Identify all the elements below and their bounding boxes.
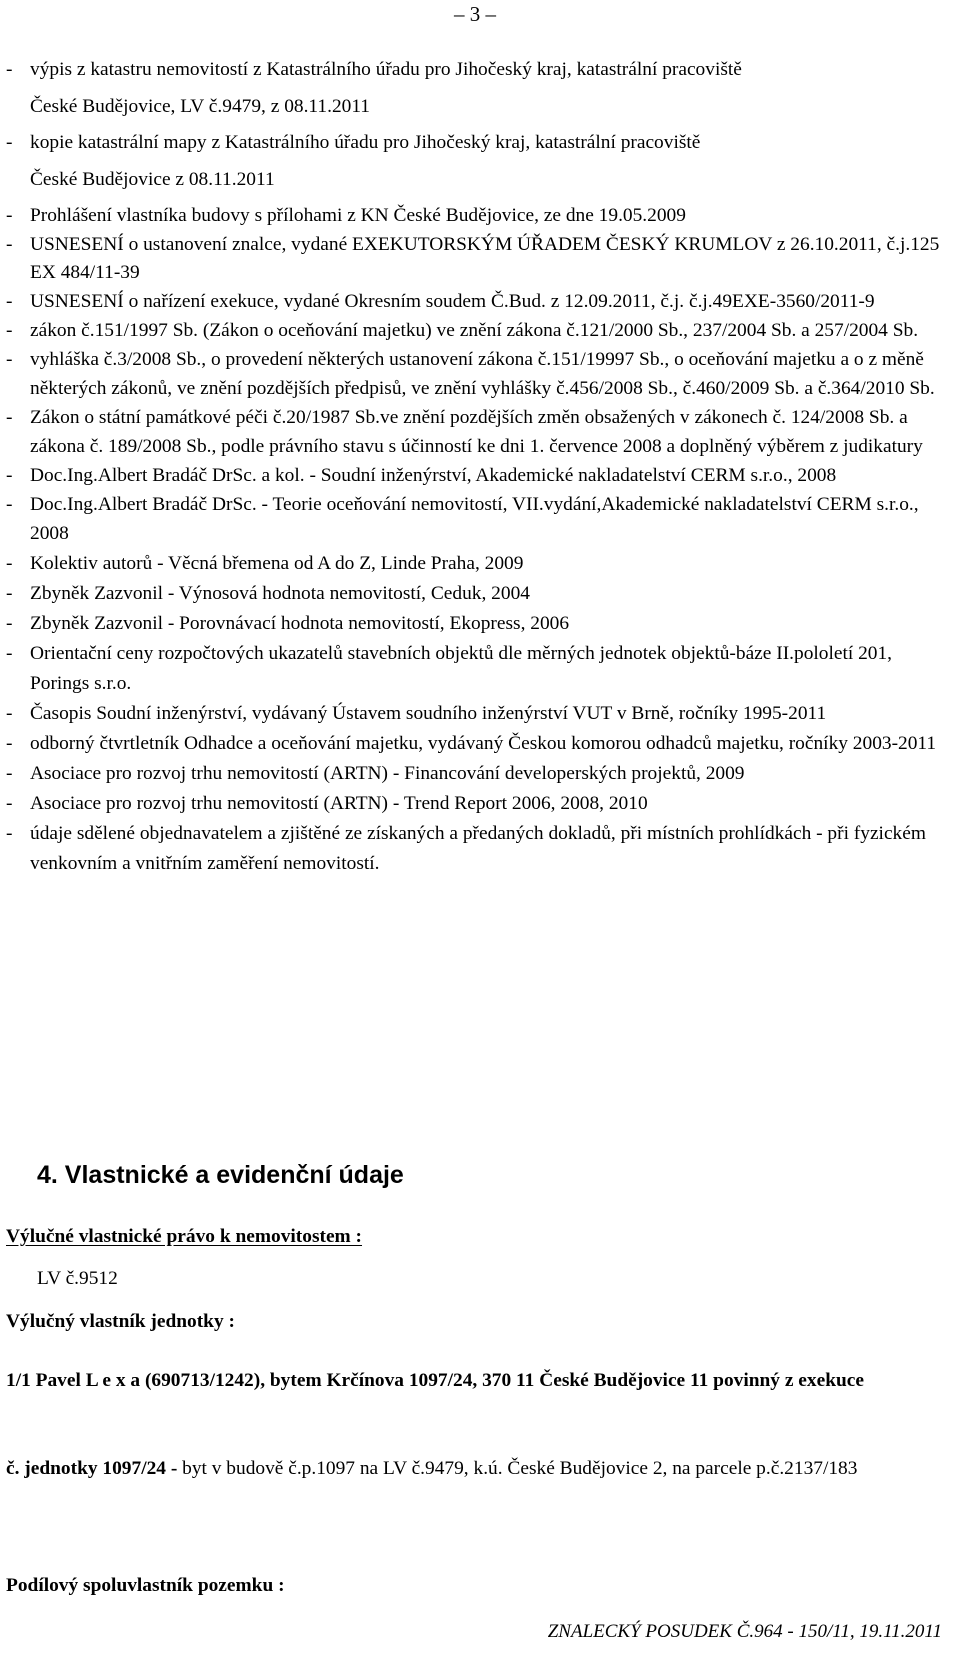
source-text: Prohlášení vlastníka budovy s přílohami z KN České Budějovice, ze dne 19.05.2009 [30, 204, 686, 226]
source-item [6, 759, 950, 789]
source-text: Zbyněk Zazvonil - Výnosová hodnota nemovitostí, Ceduk, 2004 [30, 582, 530, 604]
list-dash: - [6, 131, 13, 153]
list-dash: - [6, 642, 13, 664]
source-text: Zákon o státní památkové péči č.20/1987 Sb.ve znění pozdějších změn obsažených v zákonech č. 124/2008 Sb. a zákona č. 189/2008 Sb., podle právního stavu s účinností ke dni 1. července 2008 a doplněný výběrem z judikatury [30, 406, 923, 457]
lv-number: LV č.9512 [37, 1268, 118, 1289]
list-dash: - [6, 702, 13, 724]
source-text: USNESENÍ o ustanovení znalce, vydané EXEKUTORSKÝM ÚŘADEM ČESKÝ KRUMLOV z 26.10.2011, č.j.125 EX 484/11-39 [30, 233, 940, 284]
source-item [6, 491, 950, 549]
list-dash: - [6, 320, 13, 342]
section-heading: 4. Vlastnické a evidenční údaje [37, 1161, 404, 1189]
source-item [6, 404, 950, 462]
source-text-continued: České Budějovice, LV č.9479, z 08.11.2011 [30, 95, 371, 117]
source-item [6, 789, 950, 819]
owner-line: 1/1 Pavel L e x a (690713/1242), bytem Krčínova 1097/24, 370 11 České Budějovice 11 povinný z exekuce [6, 1370, 864, 1391]
source-text: Orientační ceny rozpočtových ukazatelů stavebních objektů dle měrných jednotek objektů-báze II.pololetí 201, Porings s.r.o. [30, 642, 893, 694]
sources-list [6, 56, 950, 879]
list-dash: - [6, 552, 13, 574]
source-item [6, 288, 950, 317]
unit-label: č. jednotky 1097/24 - [6, 1458, 178, 1479]
source-text: Asociace pro rozvoj trhu nemovitostí (ARTN) - Financování developerských projektů, 2009 [30, 762, 745, 784]
source-text: Doc.Ing.Albert Bradáč DrSc. a kol. - Soudní inženýrství, Akademické nakladatelství CERM s.r.o., 2008 [30, 464, 837, 486]
source-item [6, 579, 950, 609]
source-item [6, 462, 950, 491]
unit-description [6, 1453, 950, 1484]
unit-text: byt v budově č.p.1097 na LV č.9479, k.ú. České Budějovice 2, na parcele p.č.2137/183 [177, 1458, 858, 1479]
list-dash: - [6, 493, 13, 515]
source-item [6, 202, 950, 231]
coowner-label: Podílový spoluvlastník pozemku : [6, 1575, 285, 1596]
page-footer: ZNALECKÝ POSUDEK Č.964 - 150/11, 19.11.2011 [547, 1621, 942, 1642]
source-text: výpis z katastru nemovitostí z Katastrálního úřadu pro Jihočeský kraj, katastrální pracoviště [30, 59, 742, 80]
source-item [6, 639, 950, 699]
list-dash: - [6, 59, 13, 80]
source-item [6, 346, 950, 404]
source-text: údaje sdělené objednavatelem a zjištěné ze získaných a předaných dokladů, při místních prohlídkách - při fyzickém venkovním a vnitřním zaměření nemovitostí. [30, 822, 926, 874]
list-dash: - [6, 406, 13, 428]
list-dash: - [6, 349, 13, 371]
list-dash: - [6, 204, 13, 226]
list-dash: - [6, 612, 13, 634]
source-text: odborný čtvrtletník Odhadce a oceňování majetku, vydávaný Českou komorou odhadců majetku, ročníky 2003-2011 [30, 732, 937, 754]
exclusive-owner-label: Výlučný vlastník jednotky : [6, 1311, 235, 1332]
list-dash: - [6, 732, 13, 754]
source-item [6, 231, 950, 289]
page-number: – 3 – [454, 2, 496, 26]
list-dash: - [6, 822, 13, 844]
list-dash: - [6, 762, 13, 784]
source-text: Kolektiv autorů - Věcná břemena od A do Z, Linde Praha, 2009 [30, 552, 524, 574]
source-item [6, 549, 950, 579]
source-item [6, 729, 950, 759]
list-dash: - [6, 582, 13, 604]
source-item [6, 56, 950, 122]
source-text: Doc.Ing.Albert Bradáč DrSc. - Teorie oceňování nemovitostí, VII.vydání,Akademické nakladatelství CERM s.r.o., 2008 [30, 493, 919, 544]
exclusive-right-label: Výlučné vlastnické právo k nemovitostem : [6, 1226, 363, 1247]
list-dash: - [6, 233, 13, 255]
source-item [6, 609, 950, 639]
source-text: USNESENÍ o nařízení exekuce, vydané Okresním soudem Č.Bud. z 12.09.2011, č.j. č.j.49EXE-3560/2011-9 [30, 291, 875, 313]
list-dash: - [6, 792, 13, 814]
list-dash: - [6, 291, 13, 313]
source-text: zákon č.151/1997 Sb. (Zákon o oceňování majetku) ve znění zákona č.121/2000 Sb., 237/2004 Sb. a 257/2004 Sb. [30, 320, 919, 342]
source-text: vyhláška č.3/2008 Sb., o provedení některých ustanovení zákona č.151/19997 Sb., o oceňování majetku a o z měně některých zákonů, ve znění pozdějších předpisů, ve znění vyhlášky č.456/2008 Sb., č.460/2009 Sb. a č.364/2010 Sb. [30, 349, 935, 400]
source-text: kopie katastrální mapy z Katastrálního úřadu pro Jihočeský kraj, katastrální pracoviště [30, 131, 701, 153]
source-item [6, 699, 950, 729]
source-text: Zbyněk Zazvonil - Porovnávací hodnota nemovitostí, Ekopress, 2006 [30, 612, 570, 634]
source-item [6, 819, 950, 879]
source-text: Asociace pro rozvoj trhu nemovitostí (ARTN) - Trend Report 2006, 2008, 2010 [30, 792, 648, 814]
source-text-continued: České Budějovice z 08.11.2011 [30, 168, 275, 190]
source-item [6, 129, 950, 195]
source-text: Časopis Soudní inženýrství, vydávaný Ústavem soudního inženýrství VUT v Brně, ročníky 1995-2011 [30, 702, 827, 724]
source-item [6, 317, 950, 346]
list-dash: - [6, 464, 13, 486]
